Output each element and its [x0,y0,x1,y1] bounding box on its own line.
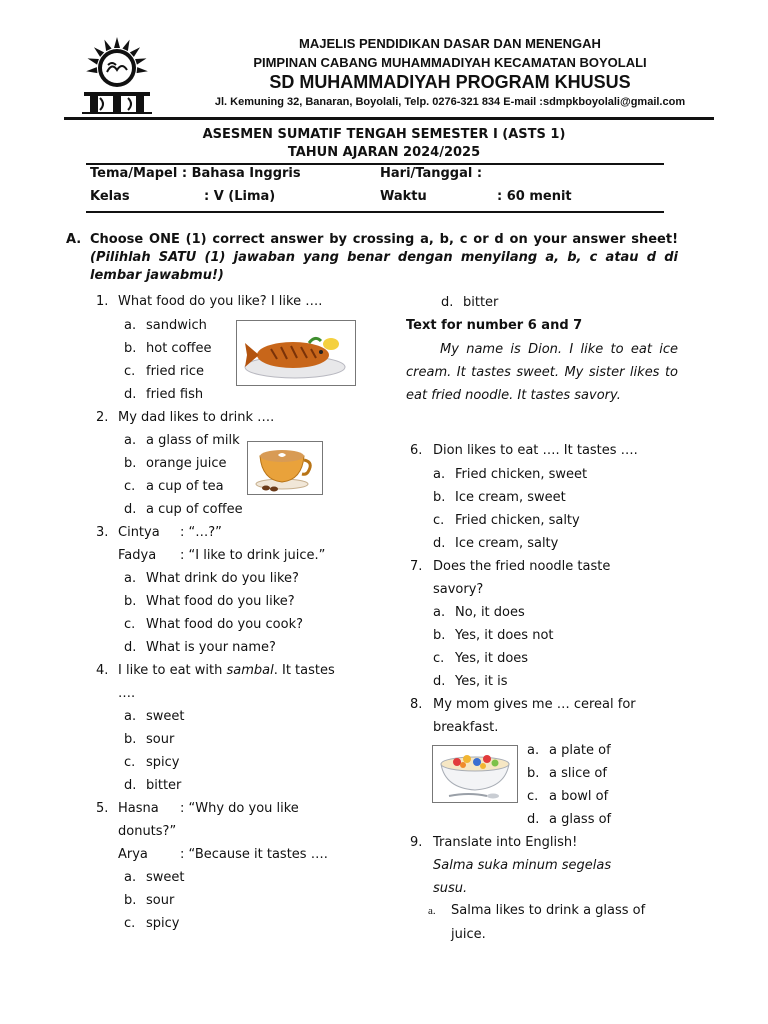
q3-line-1: : “…?” [180,525,222,540]
option-label: b. [124,456,137,471]
option-label: d. [124,387,137,402]
q3-speaker-1: Cintya [118,525,160,540]
option-label: b. [124,732,137,747]
q7-option-a[interactable]: No, it does [455,605,525,620]
q3-option-a[interactable]: What drink do you like? [146,571,299,586]
q7-option-b[interactable]: Yes, it does not [455,628,554,643]
q7-option-d[interactable]: Yes, it is [455,674,508,689]
info-bottom-rule [86,211,664,213]
q1-option-b[interactable]: hot coffee [146,341,212,356]
q4-text-pre: I like to eat with [118,663,227,678]
option-label: a. [124,571,137,586]
tema-mapel: Tema/Mapel : Bahasa Inggris [90,166,301,181]
q6-option-b[interactable]: Ice cream, sweet [455,490,566,505]
q6-number: 6. [410,443,423,458]
q7-text-cont: savory? [433,582,484,597]
q8-option-c[interactable]: a bowl of [549,789,609,804]
q5-line-1: : “Why do you like [180,801,299,816]
waktu-label: Waktu [380,189,427,204]
q4-option-b[interactable]: sour [146,732,175,747]
option-label: a. [124,870,137,885]
q2-option-d[interactable]: a cup of coffee [146,502,243,517]
q2-option-b[interactable]: orange juice [146,456,227,471]
q4-text-italic: sambal [226,663,274,678]
q2-option-a[interactable]: a glass of milk [146,433,240,448]
q4-option-c[interactable]: spicy [146,755,180,770]
instructions [66,231,678,285]
option-label: c. [124,364,136,379]
cereal-bowl-image [432,745,518,803]
q9-option-a-cont: juice. [451,927,486,942]
option-label: a. [124,709,137,724]
option-label: a. [124,433,137,448]
q1-option-c[interactable]: fried rice [146,364,205,379]
school-address: Jl. Kemuning 32, Banaran, Boyolali, Telp. 0276-321 834 E-mail :sdmpkboyolali@gmail.com [214,96,686,108]
fried-fish-image [236,320,356,386]
q3-option-d[interactable]: What is your name? [146,640,276,655]
option-label: c. [433,651,445,666]
option-label: a. [433,467,446,482]
q1-number: 1. [96,294,109,309]
q9-prompt: Salma suka minum segelas [433,858,612,873]
q5-option-c[interactable]: spicy [146,916,180,931]
q6-option-c[interactable]: Fried chicken, salty [455,513,580,528]
passage-heading: Text for number 6 and 7 [406,318,583,333]
q9-prompt-cont: susu. [433,881,468,896]
section-label: A. [66,232,82,247]
q5-option-b[interactable]: sour [146,893,175,908]
q4-number: 4. [96,663,109,678]
q7-text: Does the fried noodle taste [433,559,611,574]
option-label: b. [124,341,137,356]
q4-option-a[interactable]: sweet [146,709,185,724]
q5-option-d[interactable]: bitter [463,295,499,310]
q3-line-2: : “I like to drink juice.” [180,548,326,563]
instruction-indonesian: (Pilihlah SATU (1) jawaban yang benar dengan menyilang a, b, c atau d di lembar jawabmu!) [90,250,678,283]
q4-option-d[interactable]: bitter [146,778,182,793]
q6-option-a[interactable]: Fried chicken, sweet [455,467,588,482]
q8-text: My mom gives me … cereal for [433,697,636,712]
q6-option-d[interactable]: Ice cream, salty [455,536,559,551]
option-label: b. [433,490,446,505]
school-name: SD MUHAMMADIYAH PROGRAM KHUSUS [269,72,631,92]
q7-number: 7. [410,559,423,574]
q9-number: 9. [410,835,423,850]
option-label: c. [124,916,136,931]
q6-text: Dion likes to eat …. It tastes …. [433,443,638,458]
q5-speaker-1: Hasna [118,801,159,816]
q2-option-c[interactable]: a cup of tea [146,479,224,494]
q2-text: My dad likes to drink …. [118,410,275,425]
option-label: b. [124,594,137,609]
option-label: c. [433,513,445,528]
q9-text: Translate into English! [433,835,578,850]
q5-speaker-2: Arya [118,847,148,862]
q5-line-1-cont: donuts?” [118,824,177,839]
option-label: b. [433,628,446,643]
option-label: b. [527,766,540,781]
option-label: d. [124,502,137,517]
q3-speaker-2: Fadya [118,548,157,563]
option-label: d. [441,295,454,310]
q8-number: 8. [410,697,423,712]
option-label: c. [527,789,539,804]
q5-line-2: : “Because it tastes …. [180,847,328,862]
exam-year: TAHUN AJARAN 2024/2025 [287,145,481,160]
header-line-1: MAJELIS PENDIDIKAN DASAR DAN MENENGAH [299,36,601,51]
option-label: b. [124,893,137,908]
option-label: a. [428,905,436,917]
q5-option-a[interactable]: sweet [146,870,185,885]
option-label: a. [124,318,137,333]
q9-option-a[interactable]: Salma likes to drink a glass of [451,903,646,918]
option-label: d. [433,674,446,689]
instruction-english: Choose ONE (1) correct answer by crossing a, b, c or d on your answer sheet! [90,232,678,247]
q8-option-a[interactable]: a plate of [549,743,611,758]
muhammadiyah-logo [76,36,158,114]
option-label: c. [124,755,136,770]
q1-option-a[interactable]: sandwich [146,318,207,333]
info-top-rule [86,163,664,165]
q5-number: 5. [96,801,109,816]
passage-text: My name is Dion. I like to eat ice cream. It tastes sweet. My sister likes to eat fried noodle. It tastes savory. [406,342,678,403]
option-label: c. [124,479,136,494]
q4-text-cont: …. [118,686,136,701]
q1-option-d[interactable]: fried fish [146,387,204,402]
option-label: d. [433,536,446,551]
q8-option-d[interactable]: a glass of [549,812,612,827]
option-label: d. [124,778,137,793]
option-label: a. [433,605,446,620]
q7-option-c[interactable]: Yes, it does [455,651,529,666]
kelas-label: Kelas [90,189,130,204]
option-label: d. [124,640,137,655]
option-label: c. [124,617,136,632]
coffee-cup-image [247,441,323,495]
option-label: d. [527,812,540,827]
kelas-value: : V (Lima) [204,189,276,204]
q1-text: What food do you like? I like …. [118,294,323,309]
q3-option-c[interactable]: What food do you cook? [146,617,303,632]
hari-tanggal: Hari/Tanggal : [380,166,483,181]
q8-text-cont: breakfast. [433,720,499,735]
q3-option-b[interactable]: What food do you like? [146,594,295,609]
option-label: a. [527,743,540,758]
header-divider [64,117,714,120]
waktu-value: : 60 menit [497,189,572,204]
q4-text [118,663,335,678]
header-line-2: PIMPINAN CABANG MUHAMMADIYAH KECAMATAN BOYOLALI [253,55,647,70]
q4-text-post: . It tastes [273,663,335,678]
q3-number: 3. [96,525,109,540]
q2-number: 2. [96,410,109,425]
exam-title: ASESMEN SUMATIF TENGAH SEMESTER I (ASTS 1) [202,127,566,142]
q8-option-b[interactable]: a slice of [549,766,607,781]
